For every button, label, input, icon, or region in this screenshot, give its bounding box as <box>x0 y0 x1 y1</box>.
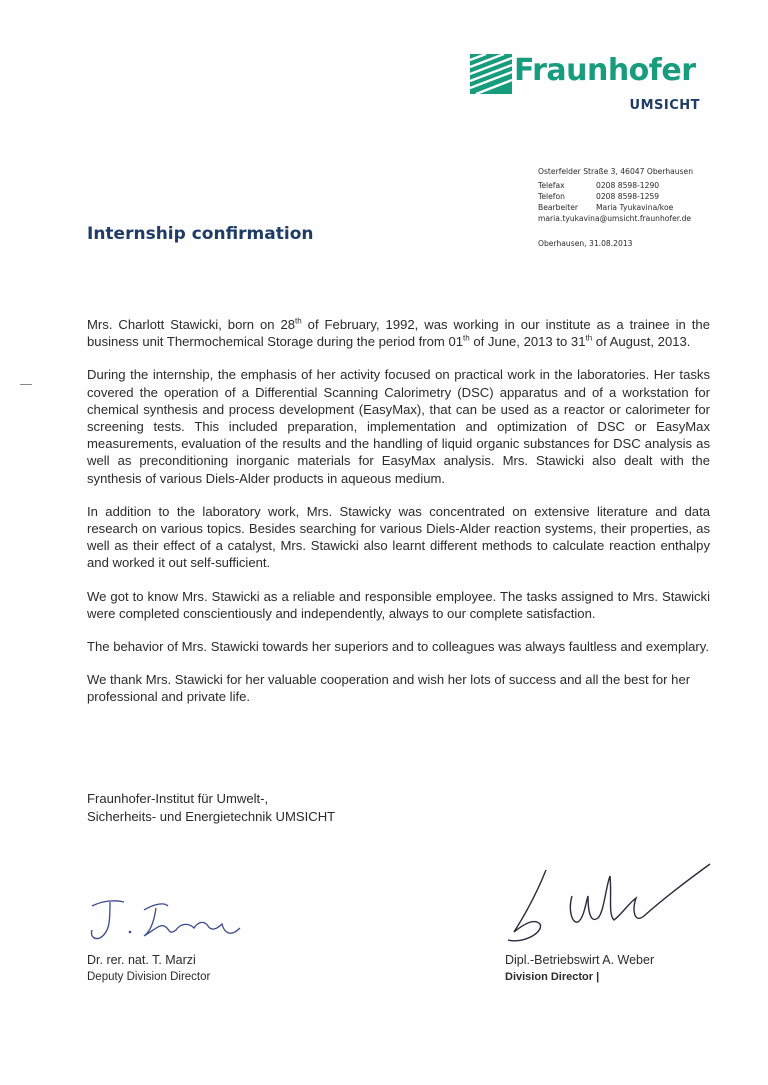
institute-line: Fraunhofer-Institut für Umwelt-, <box>87 791 269 806</box>
institute-name <box>87 790 335 825</box>
paragraph-intro <box>87 316 710 350</box>
fold-mark <box>20 384 32 385</box>
letter-date: Oberhausen, 31.08.2013 <box>538 239 633 248</box>
letter-title: Internship confirmation <box>87 224 314 244</box>
sender-block <box>538 166 693 249</box>
signer-name: Dipl.-Betriebswirt A. Weber <box>505 953 655 967</box>
paragraph-behavior: The behavior of Mrs. Stawicki towards her superiors and to colleagues was always faultless and exemplary. <box>87 639 709 655</box>
sender-row <box>538 180 693 191</box>
sender-row-value: Maria Tyukavina/koe <box>596 203 674 212</box>
paragraph-thanks: We thank Mrs. Stawicki for her valuable cooperation and wish her lots of success and all the best for her professional and private life. <box>87 672 691 705</box>
text-run: of June, 2013 to 31 <box>469 334 586 350</box>
sender-row-label: Telefon <box>538 192 565 201</box>
paragraph-research: In addition to the laboratory work, Mrs. Stawicky was concentrated on extensive literature and data research on various topics. Besides searching for various Diels-Alder reaction systems, their properties, as well as their effect of a catalyst, Mrs. Stawicki also learnt different methods to calculate reaction enthalpy and worked it out self-sufficient. <box>87 503 710 571</box>
sender-row-value: 0208 8598-1259 <box>596 192 660 201</box>
ordinal-suffix: th <box>463 333 470 343</box>
sender-row-label: Bearbeiter <box>538 203 579 212</box>
signature-weber <box>494 840 724 960</box>
paragraph-tasks: During the internship, the emphasis of her activity focused on practical work in the laboratories. Her tasks covered the operation of a Differential Scanning Calorimetry (DSC) apparatus and of a workstation for chemical synthesis and process development (EasyMax), that can be used as a reactor or calorimeter for screening tests. This included preparation, implementation and optimization of DSC or EasyMax measurements, evaluation of the results and the handling of liquid organic substances for DSC analysis as well as preconditioning inorganic materials for EasyMax analysis. Mrs. Stawicki also dealt with the synthesis of various Diels-Alder products in aqueous medium. <box>87 367 710 486</box>
institute-line: Sicherheits- und Energietechnik UMSICHT <box>87 808 336 824</box>
fraunhofer-logo <box>470 50 700 120</box>
signature-marzi <box>84 880 264 955</box>
signer-role: Deputy Division Director <box>87 971 211 983</box>
letter-body <box>87 316 710 722</box>
paragraph-assessment: We got to know Mrs. Stawicki as a reliable and responsible employee. The tasks assigned to Mrs. Stawicki were completed conscientiously and independently, always to our complete satisfaction. <box>87 588 710 621</box>
text-run: Mrs. Charlott Stawicki, born on 28 <box>87 317 296 332</box>
signer-role: Division Director | <box>505 971 600 983</box>
text-run: of August, 2013. <box>592 334 691 350</box>
signer-deputy <box>87 952 210 986</box>
sender-row-value: 0208 8598-1290 <box>596 181 660 190</box>
logo-name: Fraunhofer <box>514 53 696 88</box>
fraunhofer-logo-icon <box>470 54 512 94</box>
text-run: of February, 1992, was working in our institute as a trainee in the business unit Thermochemical Storage during the period from 01 <box>87 317 710 350</box>
signer-name: Dr. rer. nat. T. Marzi <box>87 953 196 967</box>
sender-row-label: Telefax <box>538 181 565 190</box>
logo-unit: UMSICHT <box>629 98 700 113</box>
sender-address: Osterfelder Straße 3, 46047 Oberhausen <box>538 167 694 176</box>
sender-row <box>538 191 693 202</box>
ordinal-suffix: th <box>585 333 593 343</box>
sender-row <box>538 202 693 213</box>
sender-email: maria.tyukavina@umsicht.fraunhofer.de <box>538 214 692 223</box>
ordinal-suffix: th <box>295 316 302 326</box>
signer-director <box>505 952 654 986</box>
